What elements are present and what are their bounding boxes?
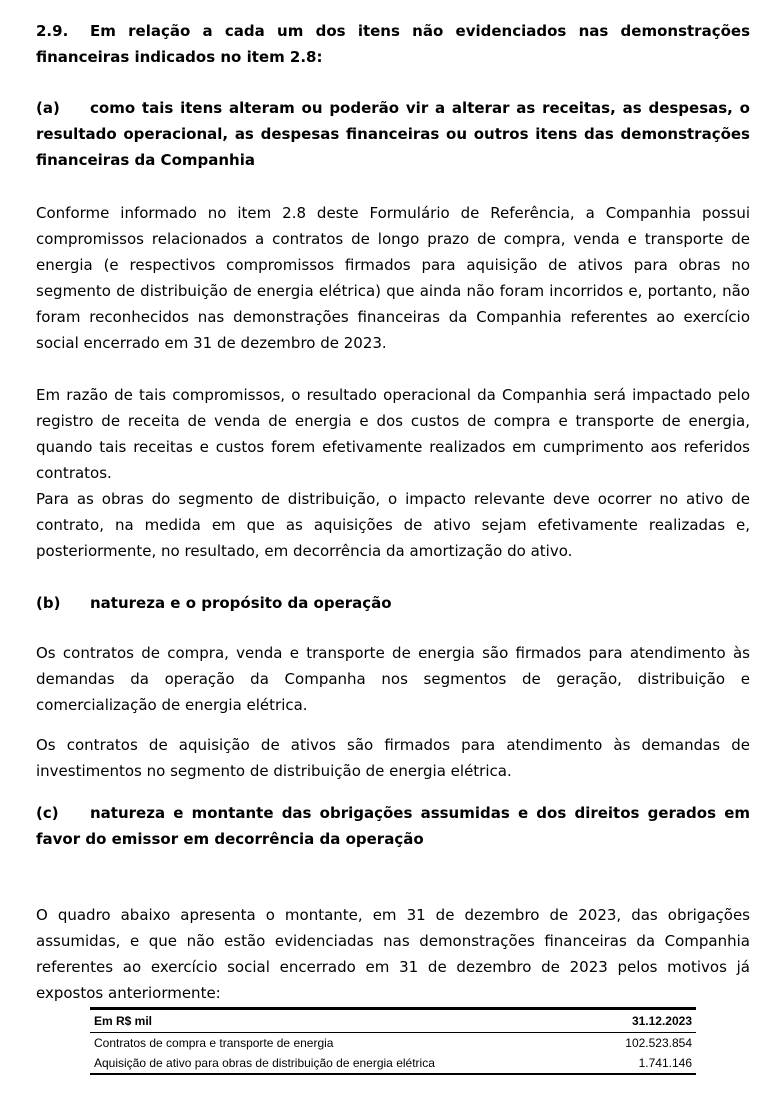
item-c-title: natureza e montante das obrigações assumidas e dos direitos gerados em favor do emissor em decorrência da operação [36,804,750,848]
item-a-heading [36,95,750,173]
table-row [90,1053,696,1074]
table-row-value: 102.523.854 [625,1036,692,1050]
item-a-paragraph-1: Conforme informado no item 2.8 deste Formulário de Referência, a Companhia possui compromissos relacionados a contratos de longo prazo de compra, venda e transporte de energia (e respectivos compromissos firmados para aquisição de ativos para obras no segmento de distribuição de energia elétrica) que ainda não foram incorridos e, portanto, não foram reconhecidos nas demonstrações financeiras da Companhia referentes ao exercício social encerrado em 31 de dezembro de 2023. [36,204,750,352]
item-a-paragraph-2: Em razão de tais compromissos, o resultado operacional da Companhia será impactado pelo registro de receita de venda de energia e dos custos de compra e transporte de energia, quando tais receitas e custos forem efetivamente realizados em cumprimento aos referidos contratos. [36,386,750,482]
item-b-paragraph-1: Os contratos de compra, venda e transporte de energia são firmados para atendimento às demandas da operação da Companha nos segmentos de geração, distribuição e comercialização de energia elétrica. [36,644,750,714]
item-c-paragraph-1: O quadro abaixo apresenta o montante, em 31 de dezembro de 2023, das obrigações assumidas, e que não estão evidenciadas nas demonstrações financeiras da Companhia referentes ao exercício social encerrado em 31 de dezembro de 2023 pelos motivos já expostos anteriormente: [36,906,750,1002]
table-header-row [90,1009,696,1033]
section-title: Em relação a cada um dos itens não evidenciados nas demonstrações financeiras indicados no item 2.8: [36,22,750,66]
section-number: 2.9. [36,22,69,40]
item-c-label: (c) [36,804,59,822]
item-c-heading [36,800,750,852]
table-row-value: 1.741.146 [589,1053,696,1074]
item-a-label: (a) [36,99,60,117]
item-b-label: (b) [36,594,61,612]
table-row [90,1033,696,1054]
table-row-label: Contratos de compra e transporte de energia [94,1036,334,1050]
item-b-paragraph-2: Os contratos de aquisição de ativos são firmados para atendimento às demandas de investimentos no segmento de distribuição de energia elétrica. [36,736,750,780]
item-a-title: como tais itens alteram ou poderão vir a alterar as receitas, as despesas, o resultado operacional, as despesas financeiras ou outros itens das demonstrações financeiras da Companhia [36,99,750,169]
obligations-table [90,1007,696,1075]
table-header-date: 31.12.2023 [589,1009,696,1033]
section-heading [36,18,750,70]
table-row-label: Aquisição de ativo para obras de distribuição de energia elétrica [90,1053,589,1074]
item-b-title: natureza e o propósito da operação [90,594,392,612]
item-b-heading [36,590,750,616]
table-header-unit: Em R$ mil [90,1009,589,1033]
item-a-paragraph-3: Para as obras do segmento de distribuição, o impacto relevante deve ocorrer no ativo de contrato, na medida em que as aquisições de ativo sejam efetivamente realizadas e, posteriormente, no resultado, em decorrência da amortização do ativo. [36,490,750,560]
